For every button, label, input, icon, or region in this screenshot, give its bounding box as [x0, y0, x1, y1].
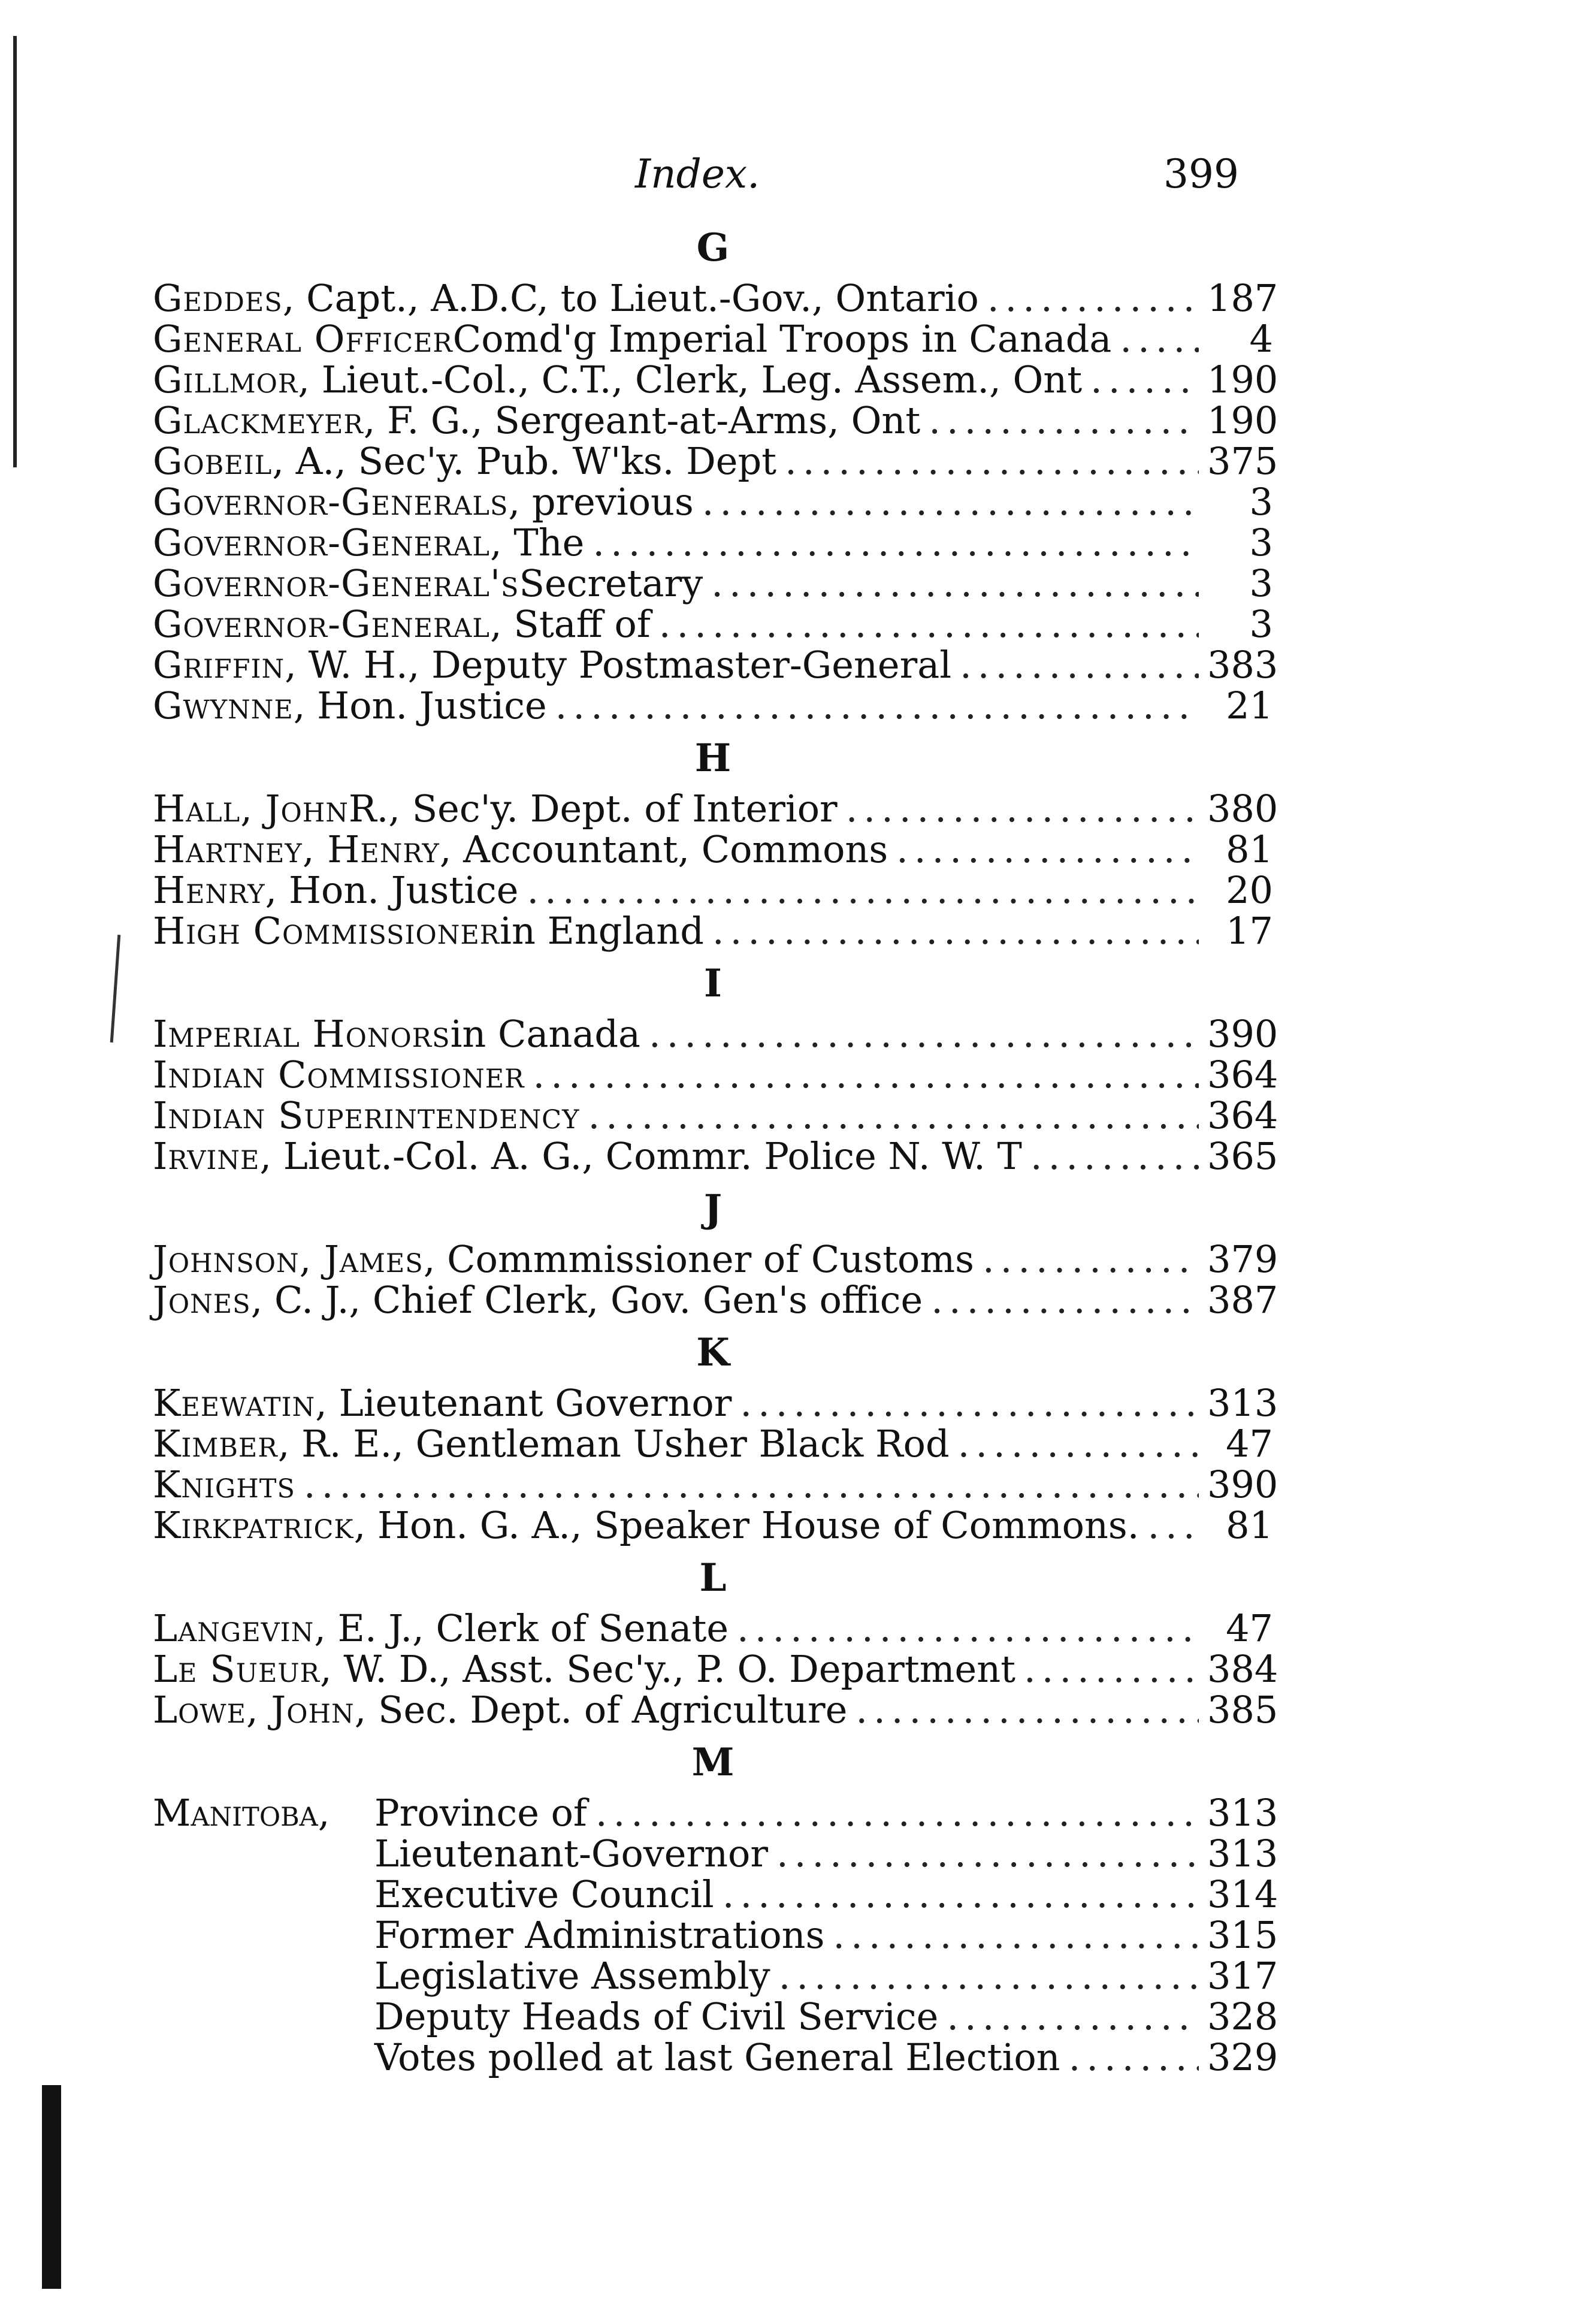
section-letter: I — [704, 961, 722, 1006]
index-entry — [153, 1647, 1278, 1691]
dot-leader — [740, 1383, 1199, 1424]
entry-description: , Commmissioner of Customs — [423, 1237, 974, 1281]
entry-description: Executive Council — [374, 1872, 714, 1916]
index-entry — [153, 1791, 1278, 1835]
dot-leader — [983, 1239, 1199, 1280]
index-section — [153, 224, 1278, 727]
dot-leader — [856, 1690, 1199, 1730]
entry-description: , E. J., Clerk of Senate — [314, 1606, 729, 1650]
dot-leader — [649, 1014, 1199, 1055]
index-entry — [153, 482, 1273, 522]
entry-name: Governor-General's — [153, 561, 519, 605]
entry-page-number: 390 — [1207, 1463, 1278, 1506]
entry-page-number: 383 — [1207, 643, 1278, 687]
entry-name: Griffin — [153, 643, 285, 687]
entry-name: General Officer — [153, 317, 453, 361]
index-entry — [153, 643, 1278, 687]
entry-description: Secretary — [519, 561, 703, 605]
index-section — [153, 1185, 1278, 1322]
entry-page-number: 187 — [1207, 276, 1278, 320]
index-entry — [153, 1424, 1273, 1464]
index-list — [153, 216, 1278, 2079]
entry-description: , Lieut.-Col., C.T., Clerk, Leg. Assem., Ont — [298, 358, 1083, 401]
index-section — [153, 1739, 1278, 2079]
index-entry — [153, 1237, 1278, 1281]
entry-page-number: 328 — [1207, 1995, 1278, 2038]
dot-leader — [723, 1874, 1199, 1915]
entry-name: High Commissioner — [153, 909, 500, 953]
section-letter: H — [694, 736, 732, 781]
entry-page-number: 385 — [1207, 1688, 1278, 1732]
dot-leader — [1030, 1136, 1199, 1177]
entry-name: Gwynne — [153, 684, 294, 727]
entry-name: Henry — [153, 868, 265, 912]
entry-name: Geddes — [153, 276, 283, 320]
dot-leader — [929, 400, 1199, 441]
entry-page-number: 3 — [1249, 521, 1273, 564]
index-entry — [153, 1954, 1278, 1998]
dot-leader — [596, 1793, 1199, 1833]
index-section — [153, 960, 1278, 1178]
entry-description: , Capt., A.D.C, to Lieut.-Gov., Ontario — [282, 276, 979, 320]
entry-page-number: 313 — [1207, 1832, 1278, 1875]
entry-description: , Lieutenant Governor — [315, 1381, 732, 1425]
entry-page-number: 390 — [1207, 1012, 1278, 1056]
dot-leader — [737, 1608, 1199, 1649]
page-title: Index. — [635, 151, 760, 197]
index-entry — [153, 1505, 1273, 1546]
entry-description: Comd'g Imperial Troops in Canada — [452, 317, 1112, 361]
entry-name: Indian Superintendency — [153, 1093, 580, 1137]
index-entry — [153, 685, 1273, 726]
entry-description: Votes polled at last General Election — [374, 2035, 1060, 2079]
entry-page-number: 387 — [1207, 1278, 1278, 1322]
entry-name: Knights — [153, 1463, 295, 1506]
entry-description: , C. J., Chief Clerk, Gov. Gen's office — [250, 1278, 923, 1322]
entry-description: Lieutenant-Governor — [374, 1832, 769, 1875]
entry-description: R., Sec'y. Dept. of Interior — [348, 787, 838, 830]
entry-page-number: 364 — [1207, 1093, 1278, 1137]
index-entry — [153, 604, 1273, 645]
dot-leader — [1024, 1649, 1199, 1690]
entry-page-number: 190 — [1207, 398, 1278, 442]
section-letter: K — [696, 1330, 730, 1375]
dot-leader — [833, 1915, 1199, 1956]
entry-description: Legislative Assembly — [374, 1954, 770, 1998]
index-entry — [153, 1134, 1278, 1178]
index-entry — [153, 319, 1273, 359]
entry-group-label: Manitoba, — [153, 1791, 330, 1835]
index-entry — [153, 439, 1278, 483]
entry-description: , previous — [508, 480, 694, 524]
index-entry — [153, 276, 1278, 320]
index-entry — [153, 398, 1278, 442]
scan-margin-line — [13, 36, 17, 467]
index-entry — [153, 1995, 1278, 2038]
section-letter: M — [691, 1740, 734, 1785]
entry-page-number: 17 — [1226, 909, 1273, 953]
dot-leader — [711, 563, 1199, 604]
index-entry — [153, 1688, 1278, 1732]
entry-page-number: 329 — [1207, 2035, 1278, 2079]
dot-leader — [712, 911, 1199, 951]
index-entry — [153, 911, 1273, 951]
dot-leader — [958, 1424, 1199, 1464]
entry-page-number: 47 — [1226, 1606, 1273, 1650]
running-head — [0, 151, 1596, 211]
entry-page-number: 375 — [1207, 439, 1278, 483]
entry-description: , F. G., Sergeant-at-Arms, Ont — [363, 398, 921, 442]
entry-name: Governor-General — [153, 521, 490, 564]
entry-name: Governor-General — [153, 602, 490, 646]
dot-leader — [947, 1996, 1199, 2037]
index-entry — [153, 1093, 1278, 1137]
entry-description: , Accountant, Commons — [439, 827, 888, 871]
entry-name: Irvine — [153, 1134, 260, 1178]
entry-name: Lowe, John — [153, 1688, 355, 1732]
section-letter: G — [696, 225, 730, 270]
index-entry — [153, 787, 1278, 830]
section-letter: J — [703, 1186, 723, 1231]
entry-name: Gobeil — [153, 439, 273, 483]
entry-description: Deputy Heads of Civil Service — [374, 1995, 939, 2038]
entry-name: Jones — [153, 1278, 251, 1322]
entry-page-number: 313 — [1207, 1381, 1278, 1425]
entry-page-number: 3 — [1249, 561, 1273, 605]
dot-leader — [785, 441, 1199, 482]
entry-page-number: 364 — [1207, 1053, 1278, 1096]
index-entry — [153, 1832, 1278, 1875]
entry-page-number: 81 — [1226, 827, 1273, 871]
dot-leader — [533, 1055, 1199, 1095]
index-section — [153, 735, 1278, 953]
entry-page-number: 380 — [1207, 787, 1278, 830]
dot-leader — [779, 1956, 1199, 1996]
index-entry — [153, 1608, 1273, 1649]
dot-leader — [588, 1095, 1199, 1136]
entry-description: Former Administrations — [374, 1913, 825, 1957]
index-entry — [153, 829, 1273, 870]
dot-leader — [987, 278, 1199, 319]
entry-description: , Sec. Dept. of Agriculture — [354, 1688, 848, 1732]
entry-name: Kirkpatrick — [153, 1503, 354, 1547]
entry-page-number: 190 — [1207, 358, 1278, 401]
dot-leader — [593, 522, 1199, 563]
entry-page-number: 315 — [1207, 1913, 1278, 1957]
entry-description: , Hon. G. A., Speaker House of Commons. — [353, 1503, 1139, 1547]
entry-description: , Hon. Justice — [265, 868, 519, 912]
entry-description: , Hon. Justice — [293, 684, 547, 727]
entry-description: , Lieut.-Col. A. G., Commr. Police N. W. T — [259, 1134, 1022, 1178]
index-entry — [153, 1278, 1278, 1322]
entry-page-number: 47 — [1226, 1422, 1273, 1466]
index-entry — [153, 1463, 1278, 1506]
index-entry — [153, 2035, 1278, 2079]
scan-mark — [110, 935, 121, 1043]
dot-leader — [1147, 1505, 1199, 1546]
entry-page-number: 313 — [1207, 1791, 1278, 1835]
index-entry — [153, 1381, 1278, 1425]
entry-page-number: 81 — [1226, 1503, 1273, 1547]
dot-leader — [659, 604, 1199, 645]
entry-description: in England — [500, 909, 704, 953]
index-section — [153, 1329, 1278, 1547]
entry-description: , W. D., Asst. Sec'y., P. O. Department — [320, 1647, 1016, 1691]
entry-description: in Canada — [450, 1012, 640, 1056]
entry-name: Johnson, James — [153, 1237, 424, 1281]
entry-name: Kimber — [153, 1422, 278, 1466]
entry-description: , W. H., Deputy Postmaster-General — [285, 643, 952, 687]
index-entry — [153, 870, 1273, 911]
index-entry — [153, 358, 1278, 401]
entry-page-number: 4 — [1249, 317, 1273, 361]
dot-leader — [1090, 359, 1199, 400]
scan-edge-shadow — [42, 2085, 61, 2289]
entry-page-number: 3 — [1249, 602, 1273, 646]
entry-page-number: 3 — [1249, 480, 1273, 524]
dot-leader — [304, 1464, 1199, 1505]
entry-name: Le Sueur — [153, 1647, 320, 1691]
entry-page-number: 314 — [1207, 1872, 1278, 1916]
entry-page-number: 365 — [1207, 1134, 1278, 1178]
entry-name: Imperial Honors — [153, 1012, 451, 1056]
entry-name: Gillmor — [153, 358, 298, 401]
index-entry — [153, 1053, 1278, 1096]
entry-name: Indian Commissioner — [153, 1053, 525, 1096]
index-entry — [153, 1872, 1278, 1916]
entry-description: , Staff of — [489, 602, 651, 646]
dot-leader — [896, 829, 1199, 870]
dot-leader — [702, 482, 1199, 522]
section-letter: L — [699, 1555, 727, 1600]
index-entry — [153, 563, 1273, 604]
entry-name: Governor-Generals — [153, 480, 509, 524]
entry-description: , A., Sec'y. Pub. W'ks. Dept — [272, 439, 777, 483]
dot-leader — [1069, 2037, 1199, 2078]
dot-leader — [931, 1280, 1199, 1321]
index-entry — [153, 1913, 1278, 1957]
entry-name: Glackmeyer — [153, 398, 364, 442]
dot-leader — [527, 870, 1199, 911]
entry-page-number: 379 — [1207, 1237, 1278, 1281]
entry-page-number: 384 — [1207, 1647, 1278, 1691]
dot-leader — [1120, 319, 1199, 359]
dot-leader — [960, 645, 1199, 685]
entry-description: , The — [489, 521, 585, 564]
page-number: 399 — [1163, 151, 1239, 197]
entry-description: Province of — [374, 1791, 587, 1835]
index-section — [153, 1554, 1278, 1732]
dot-leader — [776, 1833, 1199, 1874]
dot-leader — [846, 789, 1199, 829]
entry-page-number: 317 — [1207, 1954, 1278, 1998]
index-entry — [153, 1012, 1278, 1056]
entry-description: , R. E., Gentleman Usher Black Rod — [277, 1422, 950, 1466]
entry-name: Langevin — [153, 1606, 315, 1650]
entry-page-number: 20 — [1226, 868, 1273, 912]
entry-name: Hall, John — [153, 787, 349, 830]
index-entry — [153, 522, 1273, 563]
entry-page-number: 21 — [1226, 684, 1273, 727]
entry-name: Keewatin — [153, 1381, 316, 1425]
entry-name: Hartney, Henry — [153, 827, 440, 871]
dot-leader — [555, 685, 1199, 726]
